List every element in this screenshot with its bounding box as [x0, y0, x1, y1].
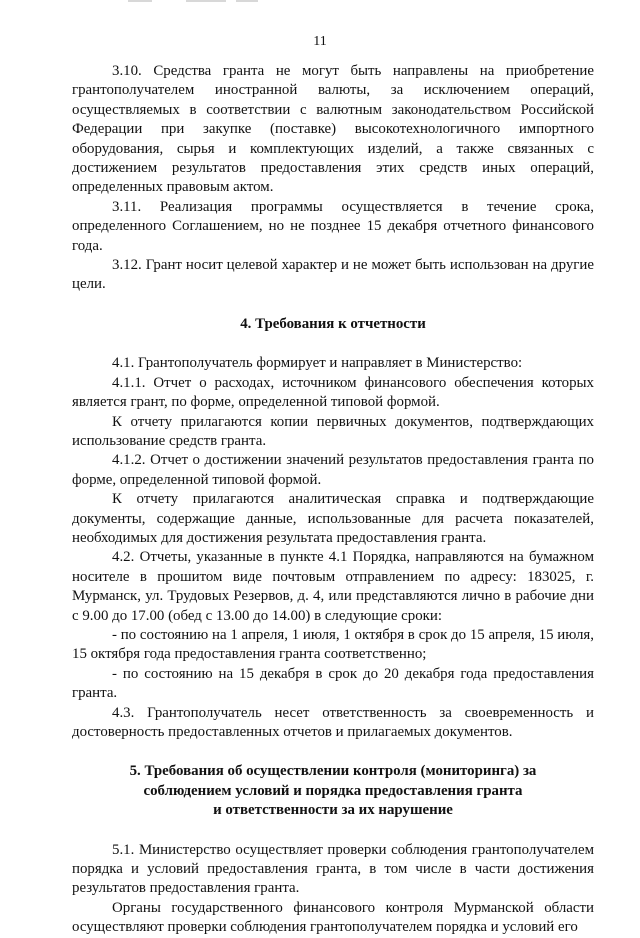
- paragraph-4-1-1: 4.1.1. Отчет о расходах, источником финансового обеспечения которых является грант, по форме, определенной типовой формой.: [72, 374, 594, 411]
- paragraph-4-2-deadline-quarterly: - по состоянию на 1 апреля, 1 июля, 1 октября в срок до 15 апреля, 15 июля, 15 октября года предоставления гранта соответственно;: [72, 626, 594, 663]
- paragraph-3-10: 3.10. Средства гранта не могут быть направлены на приобретение грантополучателем иностранной валюты, за исключением операций, осуществляемых в соответствии с валютным законодательством Российской Федерации при закупке (поставке) высокотехнологичного импортного оборудования, сырья и комплектующих изделий, а также связанных с достижением результатов предоставления этих средств иных операций, определенных правовым актом.: [72, 63, 594, 196]
- section-4-heading: 4. Требования к отчетности: [240, 315, 426, 332]
- document-body: [72, 62, 594, 938]
- paragraph-3-11: 3.11. Реализация программы осуществляется в течение срока, определенного Соглашением, но не позднее 15 декабря отчетного финансового года.: [72, 198, 594, 254]
- scan-edge-marks: [0, 0, 640, 6]
- section-5-heading-line: 5. Требования об осуществлении контроля (мониторинга) за: [129, 763, 537, 780]
- paragraph-4-2-deadline-december: - по состоянию на 15 декабря в срок до 20 декабря года предоставления гранта.: [72, 665, 594, 702]
- paragraph-4-1-2-attachments: К отчету прилагаются аналитическая справка и подтверждающие документы, содержащие данные, использованные для расчета показателей, необходимых для достижения результата предоставления гранта.: [72, 491, 594, 546]
- page-number: 11: [313, 34, 327, 49]
- paragraph-4-3: 4.3. Грантополучатель несет ответственность за своевременность и достоверность предоставленных отчетов и прилагаемых документов.: [72, 704, 594, 740]
- paragraph-4-2: 4.2. Отчеты, указанные в пункте 4.1 Порядка, направляются на бумажном носителе в прошитом виде почтовым отправлением по адресу: 183025, г. Мурманск, ул. Трудовых Резервов, д. 4, или представляются лично в рабочие дни с 9.00 до 17.00 (обед с 13.00 до 14.00) в следующие сроки:: [72, 549, 594, 624]
- paragraph-4-1-1-attachments: К отчету прилагаются копии первичных документов, подтверждающих использование средств гранта.: [72, 413, 594, 449]
- section-5-heading-line: и ответственности за их нарушение: [213, 802, 453, 819]
- section-5-heading: [72, 762, 594, 820]
- paragraph-4-1: 4.1. Грантополучатель формирует и направляет в Министерство:: [112, 355, 523, 372]
- paragraph-5-1: 5.1. Министерство осуществляет проверки соблюдения грантополучателем порядка и условий предоставления гранта, в том числе в части достижения результатов предоставления гранта.: [72, 841, 594, 897]
- paragraph-5-1-control-bodies: Органы государственного финансового контроля Мурманской области осуществляют проверки соблюдения грантополучателем порядка и условий его: [72, 899, 594, 936]
- paragraph-3-12: 3.12. Грант носит целевой характер и не может быть использован на другие цели.: [72, 257, 594, 293]
- section-5-heading-line: соблюдением условий и порядка предоставления гранта: [143, 782, 523, 799]
- paragraph-4-1-2: 4.1.2. Отчет о достижении значений результатов предоставления гранта по форме, определенной типовой формой.: [72, 452, 594, 488]
